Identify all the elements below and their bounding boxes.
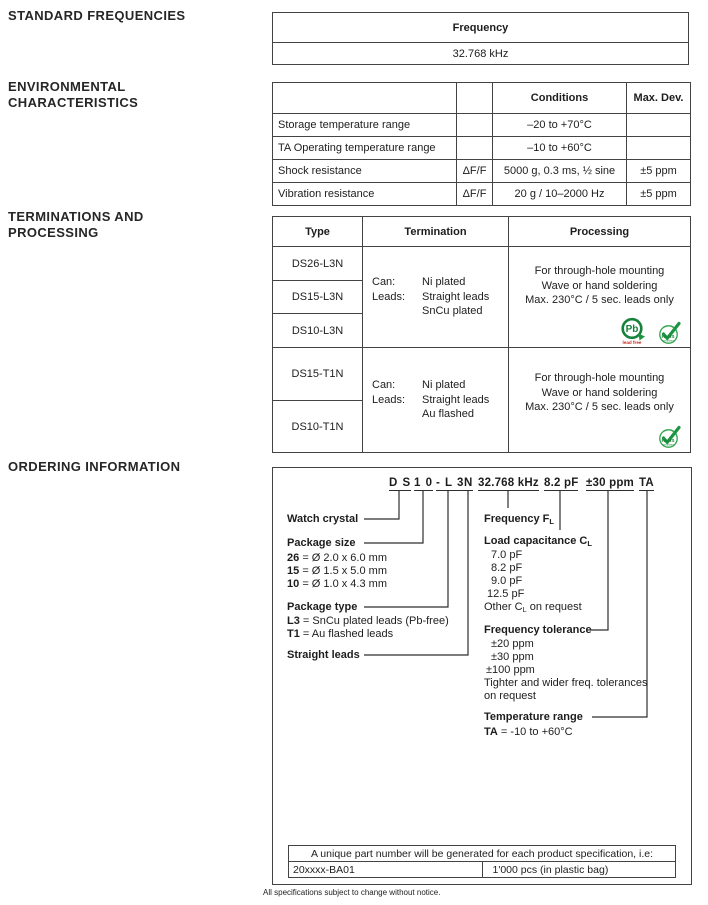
heading-terminations xyxy=(8,209,144,241)
type-ds15-l3n: DS15-L3N xyxy=(273,281,363,314)
svg-text:compliant: compliant xyxy=(662,443,674,447)
term-g2-plating-value: Au flashed xyxy=(422,408,474,421)
term-g2-leads-label: Leads: xyxy=(372,393,406,406)
env-shock-conditions: 5000 g, 0.3 ms, ½ sine xyxy=(493,160,627,183)
env-vibration-max-dev: ±5 ppm xyxy=(627,183,691,206)
label-straight-leads: Straight leads xyxy=(287,649,360,661)
standard-frequencies-table xyxy=(272,12,689,65)
termination-group2 xyxy=(363,348,509,453)
code-segment-leads: N xyxy=(464,477,474,489)
code-segment-package-size: 1 0 xyxy=(414,477,433,489)
env-header-max-dev: Max. Dev. xyxy=(627,83,691,114)
env-operating-max-dev xyxy=(627,137,691,160)
svg-text:compliant: compliant xyxy=(662,339,674,343)
code-segment-tolerance: ±30 ppm xyxy=(586,477,634,489)
proc-g1-line3: Max. 230°C / 5 sec. leads only xyxy=(525,294,674,307)
term-g2-can-value: Ni plated xyxy=(422,379,466,392)
heading-terminations-line2: PROCESSING xyxy=(8,225,99,240)
proc-g2-line1: For through-hole mounting xyxy=(534,372,665,385)
heading-terminations-line1: TERMINATIONS AND xyxy=(8,209,144,224)
code-segment-frequency: 32.768 kHz xyxy=(478,477,539,489)
term-row-ds26-l3n xyxy=(273,247,691,281)
heading-environmental-line1: ENVIRONMENTAL xyxy=(8,79,126,94)
env-header-row xyxy=(273,83,691,114)
term-header-row xyxy=(273,217,691,247)
freq-tol-20: ±20 ppm xyxy=(491,638,534,650)
term-g1-plating-label xyxy=(372,304,422,319)
env-row-operating xyxy=(273,137,691,160)
term-g2-can-label: Can: xyxy=(372,379,396,392)
heading-ordering: ORDERING INFORMATION xyxy=(8,459,181,474)
freq-tol-100: ±100 ppm xyxy=(486,664,535,676)
part-number-example: 20xxxx-BA01 xyxy=(289,862,483,878)
env-row-storage xyxy=(273,114,691,137)
env-vibration-conditions: 20 g / 10–2000 Hz xyxy=(493,183,627,206)
env-shock-symbol: ΔF/F xyxy=(457,160,493,183)
freq-tol-note-line2: on request xyxy=(484,690,536,702)
proc-g1-line2: Wave or hand soldering xyxy=(541,279,658,292)
type-ds10-t1n: DS10-T1N xyxy=(273,401,363,453)
svg-text:RoHS: RoHS xyxy=(661,439,675,444)
load-cap-7.0: 7.0 pF xyxy=(491,549,523,561)
part-number-qty: 1'000 pcs (in plastic bag) xyxy=(482,862,676,878)
term-header-processing: Processing xyxy=(509,217,691,247)
env-header-conditions: Conditions xyxy=(493,83,627,114)
code-segment-package-type: - L 3 xyxy=(436,477,465,489)
processing-group2 xyxy=(509,348,691,453)
package-size-26: 26 = Ø 2.0 x 6.0 mm xyxy=(287,552,387,564)
label-package-type: Package type xyxy=(287,601,358,613)
code-segment-load-capacitance: 8.2 pF xyxy=(544,477,579,489)
env-header-empty2 xyxy=(457,83,493,114)
svg-text:RoHS: RoHS xyxy=(661,335,675,340)
proc-g2-line3: Max. 230°C / 5 sec. leads only xyxy=(525,401,674,414)
proc-g2-line2: Wave or hand soldering xyxy=(541,386,658,399)
term-g1-plating-value: SnCu plated xyxy=(422,305,483,318)
environmental-table xyxy=(272,82,691,206)
part-number-note: A unique part number will be generated for each product specification, i.e: xyxy=(289,846,676,862)
env-storage-conditions: –20 to +70°C xyxy=(493,114,627,137)
term-g1-can-label: Can: xyxy=(372,276,396,289)
freq-tol-30: ±30 ppm xyxy=(491,651,534,663)
code-segment-temp-range: TA xyxy=(639,477,654,489)
term-g1-can-value: Ni plated xyxy=(422,276,466,289)
package-size-10: 10 = Ø 1.0 x 4.3 mm xyxy=(287,578,387,590)
label-watch-crystal: Watch crystal xyxy=(287,513,359,525)
term-g2-leads-value: Straight leads xyxy=(422,393,490,406)
type-ds26-l3n: DS26-L3N xyxy=(273,247,363,281)
rohs-icon xyxy=(656,320,682,345)
env-storage-max-dev xyxy=(627,114,691,137)
freq-tol-note-line1: Tighter and wider freq. tolerances xyxy=(484,677,648,689)
part-number-header-row xyxy=(289,846,676,862)
load-cap-8.2: 8.2 pF xyxy=(491,562,523,574)
type-ds10-l3n: DS10-L3N xyxy=(273,314,363,348)
label-frequency-tolerance: Frequency tolerance xyxy=(484,624,592,636)
heading-environmental xyxy=(8,79,138,111)
part-number-table xyxy=(288,845,676,878)
label-temperature-range: Temperature range xyxy=(484,711,583,723)
term-g1-leads-label: Leads: xyxy=(372,290,406,303)
package-size-15: 15 = Ø 1.5 x 5.0 mm xyxy=(287,565,387,577)
pb-free-icon xyxy=(619,317,648,345)
termination-group1 xyxy=(363,247,509,348)
type-ds15-t1n: DS15-T1N xyxy=(273,348,363,401)
term-g1-leads-value: Straight leads xyxy=(422,290,490,303)
frequency-value: 32.768 kHz xyxy=(273,43,689,65)
load-cap-12.5: 12.5 pF xyxy=(487,588,525,600)
footnote: All specifications subject to change without notice. xyxy=(263,888,441,897)
env-header-empty1 xyxy=(273,83,457,114)
heading-standard-frequencies: STANDARD FREQUENCIES xyxy=(8,8,186,23)
frequency-column-header: Frequency xyxy=(273,13,689,43)
label-load-capacitance: Load capacitance $C_L$ xyxy=(484,535,592,548)
rohs-icon xyxy=(656,424,682,449)
env-storage-symbol xyxy=(457,114,493,137)
term-row-ds15-t1n xyxy=(273,348,691,401)
load-cap-9.0: 9.0 pF xyxy=(491,575,523,587)
term-header-termination: Termination xyxy=(363,217,509,247)
term-header-type: Type xyxy=(273,217,363,247)
term-g2-plating-label xyxy=(372,407,422,422)
env-operating-label: TA Operating temperature range xyxy=(273,137,457,160)
heading-environmental-line2: CHARACTERISTICS xyxy=(8,95,139,110)
svg-text:Pb: Pb xyxy=(625,324,639,336)
part-number-example-row xyxy=(289,862,676,878)
load-cap-other: Other $C_L$ on request xyxy=(484,601,582,614)
env-operating-symbol xyxy=(457,137,493,160)
terminations-table xyxy=(272,216,691,453)
env-row-vibration xyxy=(273,183,691,206)
processing-group1 xyxy=(509,247,691,348)
code-segment-series: D S xyxy=(389,477,412,489)
package-type-l3: L3 = SnCu plated leads (Pb-free) xyxy=(287,615,449,627)
env-storage-label: Storage temperature range xyxy=(273,114,457,137)
proc-g1-line1: For through-hole mounting xyxy=(534,265,665,278)
label-frequency: Frequency $F_L$ xyxy=(484,513,554,526)
env-vibration-symbol: ΔF/F xyxy=(457,183,493,206)
env-shock-max-dev: ±5 ppm xyxy=(627,160,691,183)
env-operating-conditions: –10 to +60°C xyxy=(493,137,627,160)
package-type-t1: T1 = Au flashed leads xyxy=(287,628,394,640)
env-row-shock xyxy=(273,160,691,183)
env-shock-label: Shock resistance xyxy=(273,160,457,183)
temp-range-value: TA = -10 to +60°C xyxy=(484,726,573,738)
ordering-diagram xyxy=(272,467,692,885)
env-vibration-label: Vibration resistance xyxy=(273,183,457,206)
label-package-size: Package size xyxy=(287,537,356,549)
svg-text:lead free: lead free xyxy=(622,340,642,345)
